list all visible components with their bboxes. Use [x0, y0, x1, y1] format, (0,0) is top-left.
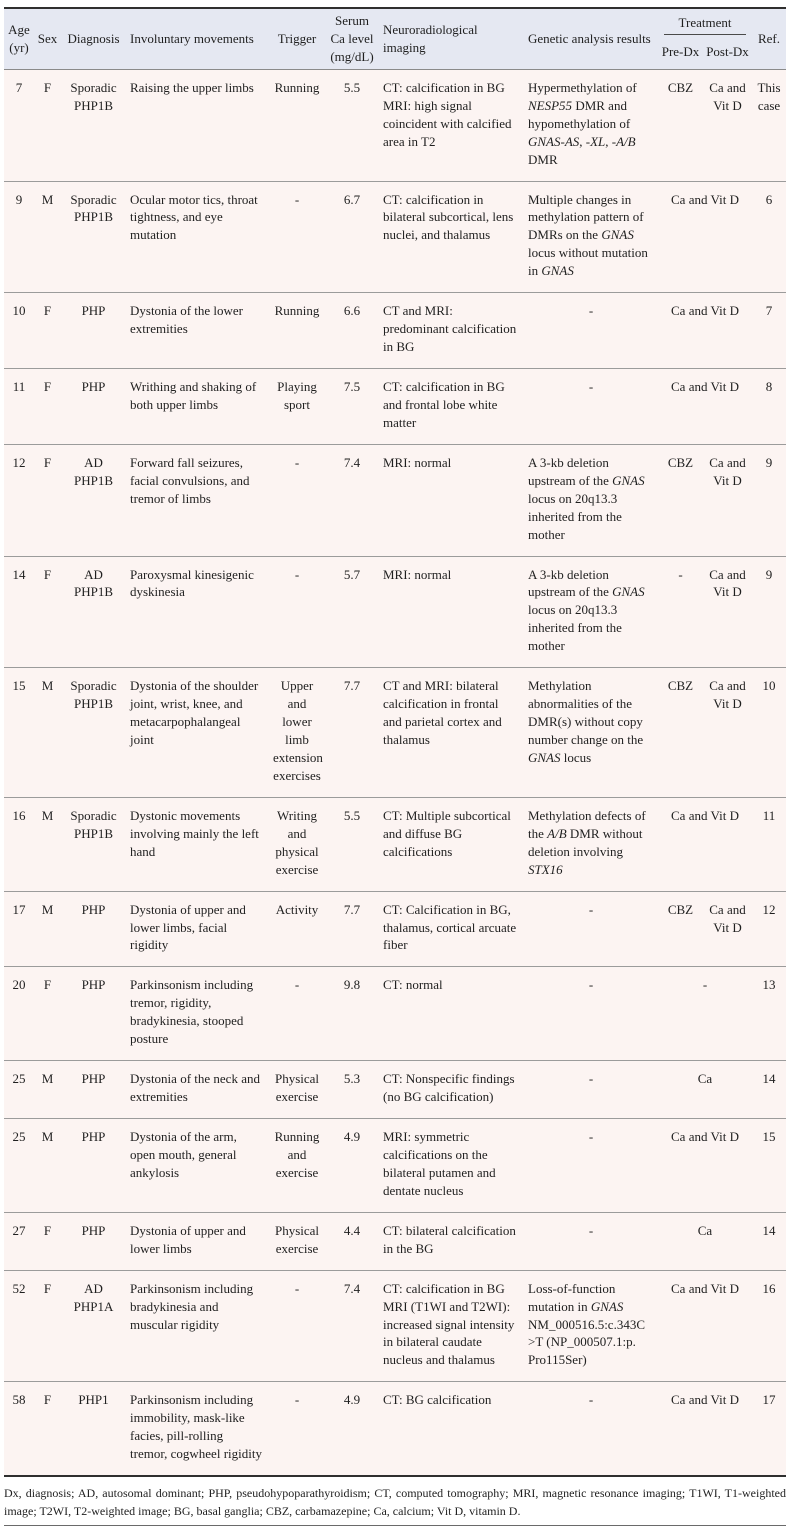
cell-genetic: -	[524, 1119, 658, 1213]
cell-movements: Dystonic movements involving mainly the left hand	[126, 797, 269, 891]
cell-age: 11	[4, 369, 34, 445]
cell-movements: Parkinsonism including immobility, mask-like facies, pill-rolling tremor, cogwheel rigidity	[126, 1382, 269, 1476]
cell-trigger: Running	[269, 293, 325, 369]
cell-movements: Paroxysmal kinesigenic dyskinesia	[126, 556, 269, 668]
cell-sex: M	[34, 1119, 61, 1213]
cell-movements: Dystonia of the neck and extremities	[126, 1061, 269, 1119]
table-row	[4, 444, 786, 556]
cell-trigger: -	[269, 967, 325, 1061]
cell-age: 52	[4, 1270, 34, 1382]
cell-imaging: CT: Multiple subcortical and diffuse BG calcifications	[379, 797, 524, 891]
cell-diagnosis: Sporadic PHP1B	[61, 69, 126, 181]
cell-imaging: CT: Nonspecific findings (no BG calcification)	[379, 1061, 524, 1119]
cell-treatment-pre: CBZ	[658, 891, 703, 967]
cell-ca-level: 7.7	[325, 668, 379, 798]
cell-sex: M	[34, 891, 61, 967]
cell-diagnosis: AD PHP1A	[61, 1270, 126, 1382]
cell-ref: 6	[752, 181, 786, 293]
cell-movements: Forward fall seizures, facial convulsions, and tremor of limbs	[126, 444, 269, 556]
cell-treatment-span: Ca	[658, 1061, 752, 1119]
cell-movements: Ocular motor tics, throat tightness, and eye mutation	[126, 181, 269, 293]
cell-sex: F	[34, 556, 61, 668]
cell-imaging: CT and MRI: bilateral calcification in frontal and parietal cortex and thalamus	[379, 668, 524, 798]
col-header-diagnosis: Diagnosis	[61, 8, 126, 69]
cell-age: 14	[4, 556, 34, 668]
col-header-treatment	[658, 8, 752, 38]
cell-treatment-post: Ca and Vit D	[703, 891, 752, 967]
footnote: Dx, diagnosis; AD, autosomal dominant; PHP, pseudohypoparathyroidism; CT, computed tomography; MRI, magnetic resonance imaging; T1WI, T1-weighted image; T2WI, T2-weighted image; BG, basal ganglia; CBZ, carbamazepine; Ca, calcium; Vit D, vitamin D.	[4, 1484, 786, 1526]
cell-diagnosis: Sporadic PHP1B	[61, 181, 126, 293]
cell-ca-level: 7.4	[325, 444, 379, 556]
cell-diagnosis: PHP	[61, 1061, 126, 1119]
cell-movements: Writhing and shaking of both upper limbs	[126, 369, 269, 445]
cell-diagnosis: PHP	[61, 293, 126, 369]
cell-imaging: CT: calcification in BG and frontal lobe white matter	[379, 369, 524, 445]
cell-treatment-pre: CBZ	[658, 444, 703, 556]
col-header-serum-ca: Serum Ca level (mg/dL)	[325, 8, 379, 69]
cell-sex: F	[34, 369, 61, 445]
cell-age: 15	[4, 668, 34, 798]
cell-genetic: -	[524, 1212, 658, 1270]
cell-treatment-post: Ca and Vit D	[703, 556, 752, 668]
cell-diagnosis: PHP	[61, 1119, 126, 1213]
table-row	[4, 1270, 786, 1382]
cell-sex: F	[34, 1212, 61, 1270]
cell-imaging: CT: normal	[379, 967, 524, 1061]
cell-sex: M	[34, 797, 61, 891]
cell-treatment-span: -	[658, 967, 752, 1061]
cell-sex: M	[34, 1061, 61, 1119]
cell-age: 9	[4, 181, 34, 293]
cell-movements: Dystonia of upper and lower limbs, facial rigidity	[126, 891, 269, 967]
cell-imaging: CT: BG calcification	[379, 1382, 524, 1476]
cell-trigger: -	[269, 444, 325, 556]
cell-diagnosis: Sporadic PHP1B	[61, 668, 126, 798]
cell-imaging: MRI: normal	[379, 444, 524, 556]
table-row	[4, 69, 786, 181]
cell-genetic: -	[524, 1061, 658, 1119]
col-header-sex: Sex	[34, 8, 61, 69]
cell-diagnosis: PHP	[61, 1212, 126, 1270]
table-row	[4, 1119, 786, 1213]
cell-ref: This case	[752, 69, 786, 181]
table-row	[4, 556, 786, 668]
cell-trigger: Physical exercise	[269, 1212, 325, 1270]
cell-imaging: CT: calcification in BG MRI: high signal coincident with calcified area in T2	[379, 69, 524, 181]
cell-age: 27	[4, 1212, 34, 1270]
cell-age: 25	[4, 1119, 34, 1213]
col-header-age: Age (yr)	[4, 8, 34, 69]
table-row	[4, 1212, 786, 1270]
cell-ca-level: 5.3	[325, 1061, 379, 1119]
cell-trigger: Activity	[269, 891, 325, 967]
cell-ref: 7	[752, 293, 786, 369]
cell-treatment-span: Ca	[658, 1212, 752, 1270]
cell-movements: Dystonia of the arm, open mouth, general ankylosis	[126, 1119, 269, 1213]
table-row	[4, 797, 786, 891]
cell-sex: F	[34, 293, 61, 369]
cell-trigger: -	[269, 1382, 325, 1476]
cell-ca-level: 7.7	[325, 891, 379, 967]
cell-age: 20	[4, 967, 34, 1061]
cell-trigger: -	[269, 181, 325, 293]
cell-diagnosis: AD PHP1B	[61, 556, 126, 668]
cell-ca-level: 7.5	[325, 369, 379, 445]
cell-movements: Dystonia of the lower extremities	[126, 293, 269, 369]
cell-diagnosis: PHP1	[61, 1382, 126, 1476]
cell-ca-level: 6.6	[325, 293, 379, 369]
col-header-trigger: Trigger	[269, 8, 325, 69]
cell-ca-level: 4.9	[325, 1119, 379, 1213]
table-row	[4, 891, 786, 967]
cell-trigger: Running	[269, 69, 325, 181]
cell-genetic: A 3-kb deletion upstream of the GNAS locus on 20q13.3 inherited from the mother	[524, 556, 658, 668]
cell-ca-level: 5.5	[325, 797, 379, 891]
cell-age: 16	[4, 797, 34, 891]
table-row	[4, 293, 786, 369]
cell-treatment-span: Ca and Vit D	[658, 1270, 752, 1382]
treatment-label: Treatment	[664, 14, 746, 35]
cell-treatment-span: Ca and Vit D	[658, 797, 752, 891]
cell-ref: 17	[752, 1382, 786, 1476]
cell-treatment-pre: -	[658, 556, 703, 668]
cell-trigger: Upper and lower limb extension exercises	[269, 668, 325, 798]
cell-sex: F	[34, 967, 61, 1061]
cell-movements: Parkinsonism including tremor, rigidity, bradykinesia, stooped posture	[126, 967, 269, 1061]
cell-age: 7	[4, 69, 34, 181]
cell-ref: 12	[752, 891, 786, 967]
cell-ca-level: 9.8	[325, 967, 379, 1061]
cell-genetic: Methylation abnormalities of the DMR(s) without copy number change on the GNAS locus	[524, 668, 658, 798]
cell-treatment-post: Ca and Vit D	[703, 69, 752, 181]
cell-imaging: CT: bilateral calcification in the BG	[379, 1212, 524, 1270]
cell-genetic: -	[524, 293, 658, 369]
cell-diagnosis: PHP	[61, 369, 126, 445]
cell-genetic: -	[524, 1382, 658, 1476]
cell-movements: Parkinsonism including bradykinesia and muscular rigidity	[126, 1270, 269, 1382]
cell-ca-level: 5.5	[325, 69, 379, 181]
cell-imaging: CT and MRI: predominant calcification in BG	[379, 293, 524, 369]
cell-treatment-post: Ca and Vit D	[703, 668, 752, 798]
table-row	[4, 668, 786, 798]
cell-treatment-span: Ca and Vit D	[658, 1382, 752, 1476]
cell-ref: 9	[752, 444, 786, 556]
col-header-movements: Involuntary movements	[126, 8, 269, 69]
case-table	[4, 7, 786, 1477]
cell-sex: F	[34, 1382, 61, 1476]
cell-sex: F	[34, 69, 61, 181]
cell-imaging: CT: calcification in BG MRI (T1WI and T2WI): increased signal intensity in bilateral caudate nucleus and thalamus	[379, 1270, 524, 1382]
cell-age: 17	[4, 891, 34, 967]
cell-sex: M	[34, 181, 61, 293]
cell-genetic: Hypermethylation of NESP55 DMR and hypomethylation of GNAS-AS, -XL, -A/B DMR	[524, 69, 658, 181]
cell-ref: 9	[752, 556, 786, 668]
cell-trigger: Writing and physical exercise	[269, 797, 325, 891]
cell-ca-level: 4.9	[325, 1382, 379, 1476]
cell-ref: 14	[752, 1212, 786, 1270]
cell-sex: M	[34, 668, 61, 798]
cell-ref: 14	[752, 1061, 786, 1119]
cell-trigger: Playing sport	[269, 369, 325, 445]
cell-ref: 10	[752, 668, 786, 798]
cell-trigger: Running and exercise	[269, 1119, 325, 1213]
cell-genetic: A 3-kb deletion upstream of the GNAS locus on 20q13.3 inherited from the mother	[524, 444, 658, 556]
cell-genetic: -	[524, 891, 658, 967]
cell-sex: F	[34, 1270, 61, 1382]
cell-genetic: Multiple changes in methylation pattern of DMRs on the GNAS locus without mutation in GNAS	[524, 181, 658, 293]
cell-treatment-pre: CBZ	[658, 69, 703, 181]
cell-trigger: -	[269, 1270, 325, 1382]
cell-genetic: -	[524, 369, 658, 445]
cell-sex: F	[34, 444, 61, 556]
cell-age: 58	[4, 1382, 34, 1476]
cell-ref: 16	[752, 1270, 786, 1382]
cell-ref: 15	[752, 1119, 786, 1213]
cell-treatment-span: Ca and Vit D	[658, 369, 752, 445]
header-row-1	[4, 8, 786, 38]
table-row	[4, 1061, 786, 1119]
table-body	[4, 69, 786, 1476]
col-header-post-dx: Post-Dx	[703, 38, 752, 70]
cell-ca-level: 7.4	[325, 1270, 379, 1382]
col-header-ref: Ref.	[752, 8, 786, 69]
cell-imaging: MRI: normal	[379, 556, 524, 668]
cell-treatment-pre: CBZ	[658, 668, 703, 798]
cell-diagnosis: Sporadic PHP1B	[61, 797, 126, 891]
cell-diagnosis: PHP	[61, 891, 126, 967]
table-header	[4, 8, 786, 69]
col-header-genetic: Genetic analysis results	[524, 8, 658, 69]
cell-ca-level: 5.7	[325, 556, 379, 668]
cell-treatment-span: Ca and Vit D	[658, 293, 752, 369]
cell-movements: Dystonia of upper and lower limbs	[126, 1212, 269, 1270]
table-row	[4, 1382, 786, 1476]
cell-ref: 11	[752, 797, 786, 891]
cell-imaging: MRI: symmetric calcifications on the bilateral putamen and dentate nucleus	[379, 1119, 524, 1213]
cell-ref: 8	[752, 369, 786, 445]
table-row	[4, 369, 786, 445]
col-header-pre-dx: Pre-Dx	[658, 38, 703, 70]
cell-trigger: Physical exercise	[269, 1061, 325, 1119]
cell-age: 12	[4, 444, 34, 556]
cell-treatment-span: Ca and Vit D	[658, 181, 752, 293]
cell-imaging: CT: Calcification in BG, thalamus, cortical arcuate fiber	[379, 891, 524, 967]
cell-age: 25	[4, 1061, 34, 1119]
col-header-imaging: Neuroradiological imaging	[379, 8, 524, 69]
cell-genetic: -	[524, 967, 658, 1061]
cell-ref: 13	[752, 967, 786, 1061]
cell-treatment-span: Ca and Vit D	[658, 1119, 752, 1213]
cell-age: 10	[4, 293, 34, 369]
cell-movements: Raising the upper limbs	[126, 69, 269, 181]
cell-movements: Dystonia of the shoulder joint, wrist, knee, and metacarpophalangeal joint	[126, 668, 269, 798]
cell-ca-level: 6.7	[325, 181, 379, 293]
cell-treatment-post: Ca and Vit D	[703, 444, 752, 556]
cell-diagnosis: AD PHP1B	[61, 444, 126, 556]
cell-ca-level: 4.4	[325, 1212, 379, 1270]
table-row	[4, 181, 786, 293]
cell-diagnosis: PHP	[61, 967, 126, 1061]
table-row	[4, 967, 786, 1061]
cell-genetic: Methylation defects of the A/B DMR without deletion involving STX16	[524, 797, 658, 891]
cell-imaging: CT: calcification in bilateral subcortical, lens nuclei, and thalamus	[379, 181, 524, 293]
cell-genetic: Loss-of-function mutation in GNAS NM_000516.5:c.343C>T (NP_000507.1:p. Pro115Ser)	[524, 1270, 658, 1382]
cell-trigger: -	[269, 556, 325, 668]
